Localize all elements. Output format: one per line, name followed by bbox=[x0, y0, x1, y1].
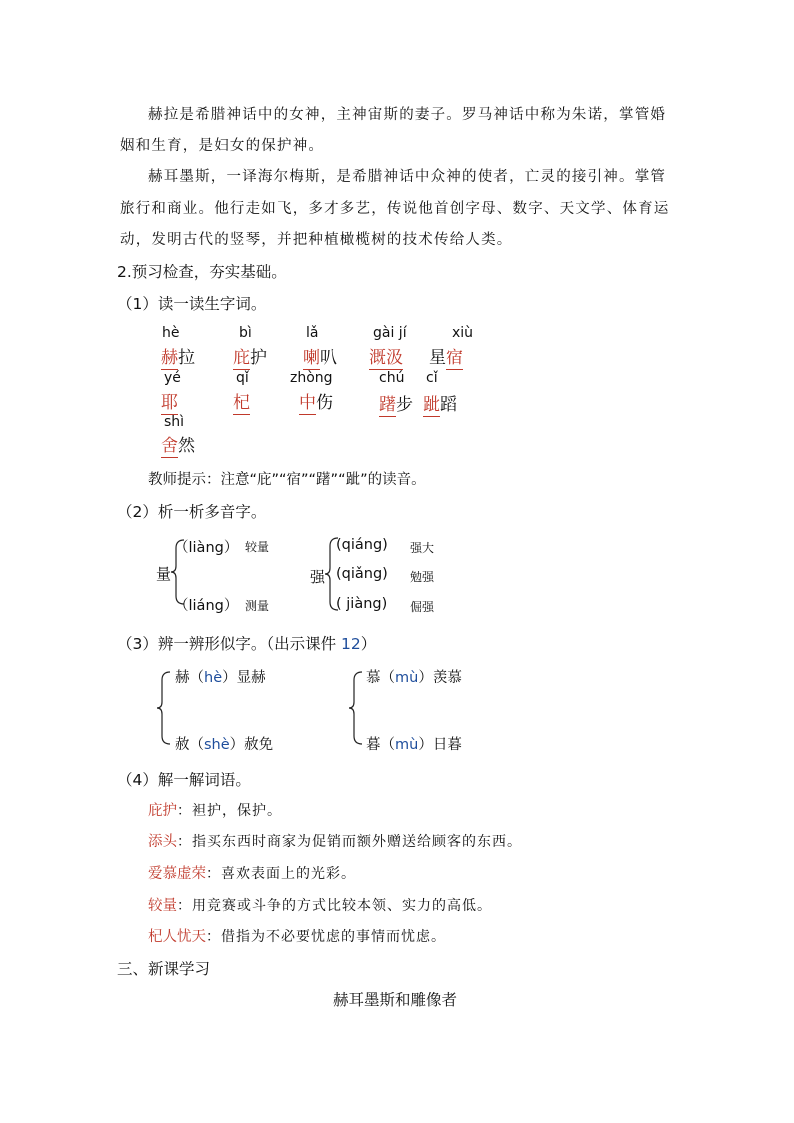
intro-p1-line1: 赫拉是希腊神话中的女神，主神宙斯的妻子。罗马神话中称为朱诺，掌管婚 bbox=[148, 107, 667, 123]
vocab-word: 躇步 bbox=[379, 395, 413, 415]
pinyin: （liáng） bbox=[174, 598, 239, 614]
teacher-tip: 教师提示：注意“庇”“宿”“躇”“跐”的读音。 bbox=[148, 472, 426, 488]
vocab-word: 耶 bbox=[161, 393, 178, 413]
pinyin: bì bbox=[239, 325, 252, 341]
similar-char-row: 赦（shè）赦免 bbox=[175, 737, 274, 753]
definition-row: 较量：用竞赛或斗争的方式比较本领、实力的高低。 bbox=[148, 898, 492, 914]
vocab-word: 杞 bbox=[233, 393, 250, 413]
section3-title: 三、新课学习 bbox=[117, 960, 211, 978]
example-word: 勉强 bbox=[410, 570, 435, 584]
q2-title: （2）析一析多音字。 bbox=[117, 503, 267, 521]
intro-p2-line1: 赫耳墨斯，一译海尔梅斯，是希腊神话中众神的使者，亡灵的接引神。掌管 bbox=[148, 169, 667, 185]
definition-row: 爱慕虚荣：喜欢表面上的光彩。 bbox=[148, 866, 356, 882]
q4-title: （4）解一解词语。 bbox=[117, 771, 251, 789]
vocab-word: 星宿 bbox=[429, 348, 463, 368]
pinyin: yé bbox=[164, 370, 181, 386]
lesson-title: 赫耳墨斯和雕像者 bbox=[333, 991, 458, 1009]
example-word: 倔强 bbox=[410, 600, 435, 614]
pinyin: gài jí bbox=[373, 325, 407, 341]
vocab-word: 中伤 bbox=[299, 393, 333, 413]
example-word: 测量 bbox=[245, 599, 270, 613]
polyphone-char: 强 bbox=[310, 568, 326, 586]
similar-char-row: 赫（hè）显赫 bbox=[175, 670, 266, 686]
pinyin: shì bbox=[164, 414, 185, 430]
pinyin: ( jiàng) bbox=[336, 596, 388, 612]
intro-p1-line2: 姻和生育，是妇女的保护神。 bbox=[120, 138, 325, 154]
pinyin: （liàng） bbox=[174, 540, 239, 556]
intro-p2-line2: 旅行和商业。他行走如飞，多才多艺，传说他首创字母、数字、天文学、体育运 bbox=[120, 201, 670, 217]
q3-title: （3）辨一辨形似字。（出示课件 12） bbox=[117, 635, 377, 653]
vocab-word: 跐蹈 bbox=[423, 395, 457, 415]
vocab-word: 庇护 bbox=[233, 348, 267, 368]
example-word: 较量 bbox=[245, 540, 270, 554]
similar-char-row: 慕（mù）羡慕 bbox=[366, 670, 462, 686]
q1-title: （1）读一读生字词。 bbox=[117, 295, 267, 313]
vocab-word: 赫拉 bbox=[161, 348, 195, 368]
pinyin: hè bbox=[162, 325, 180, 341]
pinyin: xiù bbox=[452, 325, 474, 341]
pinyin: (qiǎng) bbox=[336, 566, 388, 582]
vocab-word: 舍然 bbox=[161, 436, 195, 456]
pinyin: cǐ bbox=[426, 370, 438, 386]
vocab-word: 喇叭 bbox=[303, 348, 337, 368]
brace-icon bbox=[156, 670, 172, 746]
pinyin: qǐ bbox=[236, 370, 249, 386]
pinyin: (qiáng) bbox=[336, 537, 388, 553]
example-word: 强大 bbox=[410, 541, 435, 555]
pinyin: lǎ bbox=[306, 325, 319, 341]
brace-icon bbox=[348, 670, 364, 746]
polyphone-char: 量 bbox=[156, 565, 172, 583]
pinyin: zhòng bbox=[290, 370, 333, 386]
definition-row: 添头：指买东西时商家为促销而额外赠送给顾客的东西。 bbox=[148, 834, 522, 850]
similar-char-row: 暮（mù）日暮 bbox=[366, 737, 462, 753]
definition-row: 杞人忧天：借指为不必要忧虑的事情而忧虑。 bbox=[148, 929, 446, 945]
definition-row: 庇护：袒护，保护。 bbox=[148, 803, 282, 819]
section2-title: 2.预习检查，夯实基础。 bbox=[117, 263, 287, 281]
vocab-word: 溉汲 bbox=[369, 348, 403, 368]
intro-p2-line3: 动，发明古代的竖琴，并把种植橄榄树的技术传给人类。 bbox=[120, 232, 513, 248]
pinyin: chú bbox=[379, 370, 405, 386]
